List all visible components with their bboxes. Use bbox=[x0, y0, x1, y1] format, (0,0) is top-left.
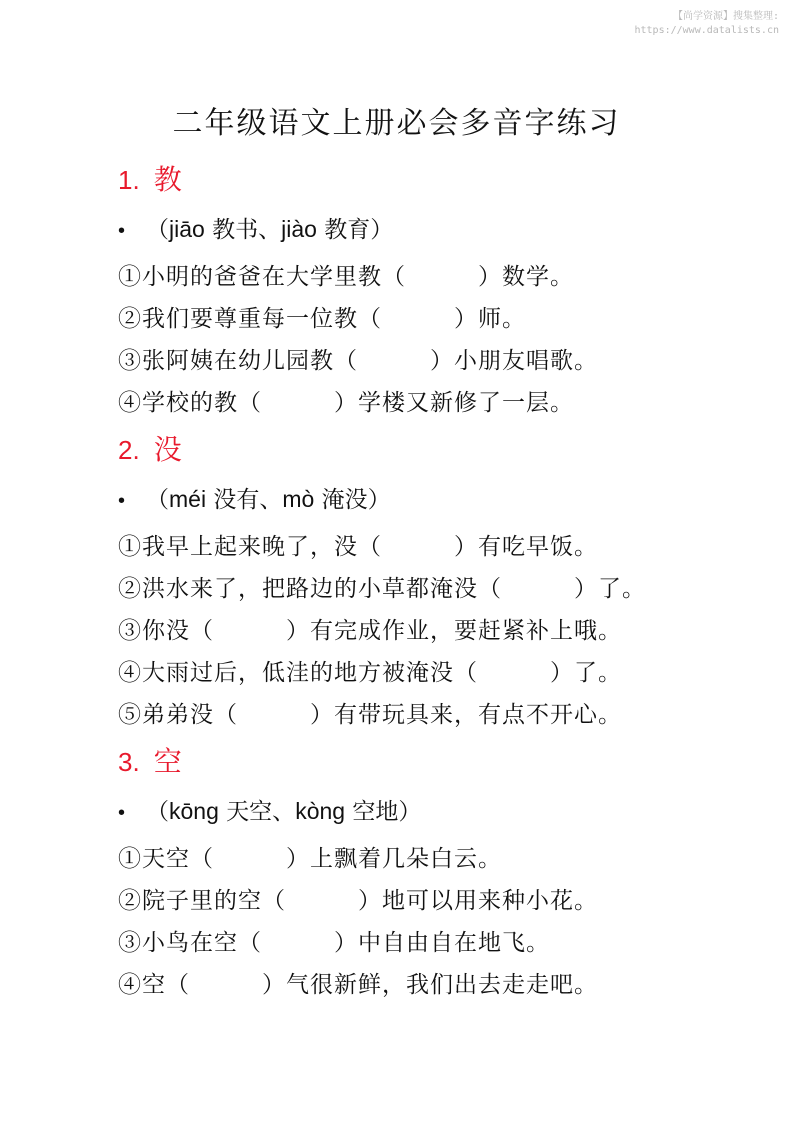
section-number: 2. bbox=[118, 435, 140, 465]
section-number: 1. bbox=[118, 165, 140, 195]
section-heading bbox=[118, 744, 758, 780]
pinyin-open-paren: （ bbox=[146, 217, 169, 243]
exercise-sentence: ①小明的爸爸在大学里教（ ）数学。 bbox=[118, 264, 574, 290]
pinyin-open-paren: （ bbox=[146, 487, 169, 513]
watermark bbox=[635, 10, 780, 38]
exercise-sentence: ④学校的教（ ）学楼又新修了一层。 bbox=[118, 390, 574, 416]
pinyin-word-2: 教育） bbox=[316, 217, 394, 243]
section-heading bbox=[118, 162, 758, 198]
exercise-sentence: ③你没（ ）有完成作业，要赶紧补上哦。 bbox=[118, 618, 622, 644]
exercise-sentence: ②我们要尊重每一位教（ ）师。 bbox=[118, 306, 526, 332]
bullet-icon: • bbox=[118, 802, 126, 824]
pinyin-word-2: 空地） bbox=[345, 799, 422, 825]
pinyin-word-1: 天空、 bbox=[218, 799, 296, 825]
pinyin-line bbox=[118, 796, 758, 826]
pinyin-word-1: 教书、 bbox=[204, 217, 282, 243]
pinyin-reading-2: jiào bbox=[281, 216, 317, 242]
section-mei bbox=[118, 432, 758, 742]
section-character: 没 bbox=[153, 433, 182, 466]
exercise-sentence: ①我早上起来晚了，没（ ）有吃早饭。 bbox=[118, 534, 598, 560]
page-title: 二年级语文上册必会多音字练习 bbox=[172, 106, 621, 141]
exercise-sentence: ④空（ ）气很新鲜，我们出去走走吧。 bbox=[118, 972, 598, 998]
exercise-sentence: ⑤弟弟没（ ）有带玩具来，有点不开心。 bbox=[118, 702, 622, 728]
exercise-list bbox=[118, 844, 758, 1012]
pinyin-word-2: 淹没） bbox=[314, 487, 391, 513]
section-heading bbox=[118, 432, 758, 468]
exercise-list bbox=[118, 262, 758, 430]
exercise-sentence: ②院子里的空（ ）地可以用来种小花。 bbox=[118, 888, 598, 914]
pinyin-line bbox=[118, 214, 758, 244]
section-number: 3. bbox=[118, 747, 140, 777]
bullet-icon: • bbox=[118, 220, 126, 242]
pinyin-reading-1: kōng bbox=[169, 798, 219, 824]
pinyin-line bbox=[118, 484, 758, 514]
exercise-sentence: ③小鸟在空（ ）中自由自在地飞。 bbox=[118, 930, 550, 956]
watermark-source: 【尚学资源】搜集整理: bbox=[672, 11, 779, 22]
section-jiao bbox=[118, 162, 758, 430]
exercise-sentence: ①天空（ ）上飘着几朵白云。 bbox=[118, 846, 502, 872]
section-character: 空 bbox=[153, 745, 182, 778]
exercise-sentence: ②洪水来了，把路边的小草都淹没（ ）了。 bbox=[118, 576, 646, 602]
pinyin-reading-2: mò bbox=[282, 486, 315, 512]
exercise-sentence: ③张阿姨在幼儿园教（ ）小朋友唱歌。 bbox=[118, 348, 598, 374]
exercise-list bbox=[118, 532, 758, 742]
pinyin-reading-2: kòng bbox=[295, 798, 346, 824]
bullet-icon: • bbox=[118, 490, 126, 512]
pinyin-reading-1: méi bbox=[169, 486, 207, 512]
pinyin-open-paren: （ bbox=[146, 799, 169, 825]
exercise-sentence: ④大雨过后，低洼的地方被淹没（ ）了。 bbox=[118, 660, 622, 686]
watermark-url: https://www.datalists.cn bbox=[634, 25, 779, 36]
section-character: 教 bbox=[153, 163, 182, 196]
pinyin-reading-1: jiāo bbox=[169, 216, 205, 242]
pinyin-word-1: 没有、 bbox=[206, 487, 283, 513]
section-kong bbox=[118, 744, 758, 1012]
